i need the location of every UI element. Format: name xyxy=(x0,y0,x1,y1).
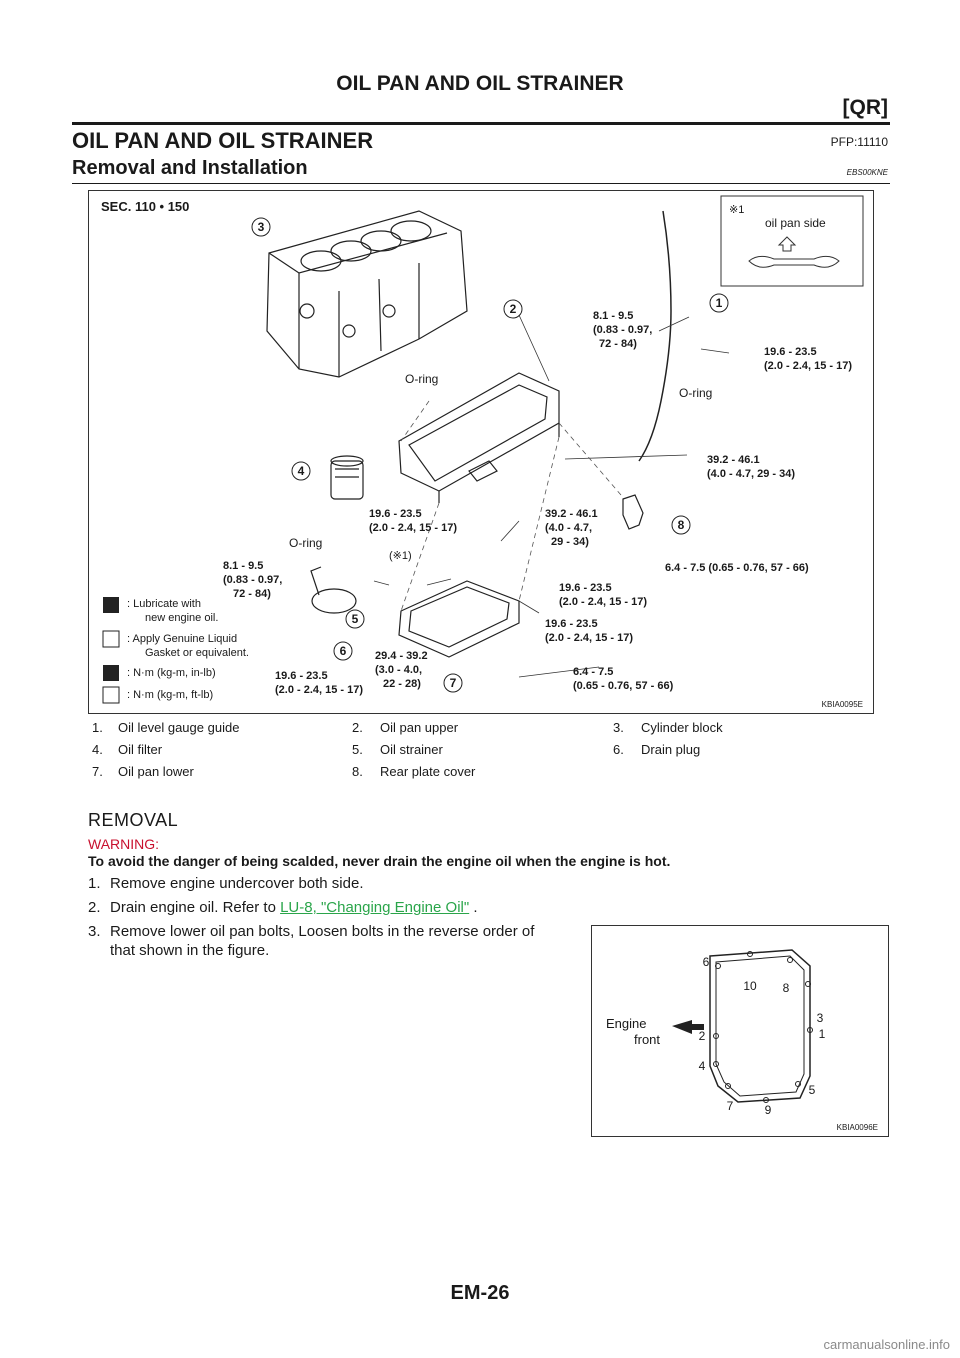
bolt-number-10: 10 xyxy=(743,979,757,993)
parts-row xyxy=(88,764,872,786)
oring-label-3: O-ring xyxy=(289,536,323,550)
watermark: carmanualsonline.info xyxy=(823,1337,950,1352)
step-3 xyxy=(88,923,534,940)
pfp-code: PFP:11110 xyxy=(830,135,888,149)
torque-label-11c: 22 - 28) xyxy=(383,678,421,690)
liquid-gasket-icon xyxy=(103,631,119,647)
torque-label-9b: (2.0 - 2.4, 15 - 17) xyxy=(545,632,634,644)
legend-1b: new engine oil. xyxy=(145,612,219,624)
step-text: Remove lower oil pan bolts, Loosen bolts in the reverse order of xyxy=(110,923,535,940)
torque-label-7c: 72 - 84) xyxy=(233,588,271,600)
part-name: Rear plate cover xyxy=(380,764,476,779)
legend-4: : N·m (kg-m, ft-lb) xyxy=(127,689,214,701)
part-name: Oil filter xyxy=(118,742,163,757)
torque-label-7a: 8.1 - 9.5 xyxy=(223,560,264,572)
part-name: Oil pan lower xyxy=(118,764,194,779)
figure1-code: KBIA0095E xyxy=(821,700,863,709)
part-num: 5. xyxy=(352,742,363,757)
torque-label-8a: 19.6 - 23.5 xyxy=(559,582,612,594)
callout-3: 3 xyxy=(257,220,265,234)
part-name: Oil pan upper xyxy=(380,720,459,735)
part-num: 3. xyxy=(613,720,624,735)
callout-4: 4 xyxy=(297,464,305,478)
seal-bead-shape xyxy=(749,256,839,267)
warning-text: To avoid the danger of being scalded, never drain the engine oil when the engine is hot. xyxy=(88,853,671,869)
torque-label-5b: (4.0 - 4.7, xyxy=(545,522,593,534)
torque-label-1b: (0.83 - 0.97, xyxy=(593,324,653,336)
callout-1: 1 xyxy=(715,296,723,310)
header-divider xyxy=(72,122,890,125)
step-text: Drain engine oil. Refer to xyxy=(110,899,281,916)
warning-label: WARNING: xyxy=(88,836,160,852)
oil-level-gauge-guide xyxy=(639,211,671,461)
torque-label-3a: 39.2 - 46.1 xyxy=(707,454,760,466)
part-num: 6. xyxy=(613,742,624,757)
part-num: 1. xyxy=(92,720,103,735)
bolt-number-1: 1 xyxy=(818,1027,826,1041)
step-number: 3. xyxy=(88,923,101,940)
bolt-order-diagram xyxy=(591,925,889,1137)
oil-pan-upper xyxy=(399,373,559,503)
part-num: 4. xyxy=(92,742,103,757)
step-text: Remove engine undercover both side. xyxy=(110,875,364,892)
part-name: Oil level gauge guide xyxy=(118,720,240,735)
up-arrow-icon xyxy=(779,237,795,251)
step-text-after: . xyxy=(469,899,478,916)
step-3-continued: that shown in the figure. xyxy=(110,942,270,959)
inset-text: oil pan side xyxy=(765,216,826,230)
part-num: 7. xyxy=(92,764,103,779)
torque-label-4b: (2.0 - 2.4, 15 - 17) xyxy=(369,522,458,534)
bolt-number-9: 9 xyxy=(764,1103,772,1117)
torque-label-10a: 19.6 - 23.5 xyxy=(275,670,328,682)
part-name: Oil strainer xyxy=(380,742,443,757)
page-number: EM-26 xyxy=(450,1282,510,1304)
torque-label-6: 6.4 - 7.5 (0.65 - 0.76, 57 - 66) xyxy=(665,562,809,574)
step-number: 2. xyxy=(88,899,101,916)
ref-label: (※1) xyxy=(389,550,412,562)
page-header-engine: [QR] xyxy=(842,96,888,119)
torque-label-12b: (0.65 - 0.76, 57 - 66) xyxy=(573,680,674,692)
parts-row xyxy=(88,742,872,764)
part-num: 8. xyxy=(352,764,363,779)
bolt-number-7: 7 xyxy=(726,1099,734,1113)
torque-label-7b: (0.83 - 0.97, xyxy=(223,574,283,586)
parts-list xyxy=(88,720,872,786)
torque-label-2a: 19.6 - 23.5 xyxy=(764,346,817,358)
oil-pan-outline xyxy=(710,950,810,1102)
step-number: 1. xyxy=(88,875,101,892)
torque-label-4a: 19.6 - 23.5 xyxy=(369,508,422,520)
subsection-title: Removal and Installation xyxy=(72,157,308,179)
oil-strainer xyxy=(311,567,356,613)
torque-label-11a: 29.4 - 39.2 xyxy=(375,650,428,662)
cylinder-block xyxy=(267,211,467,377)
torque-label-5c: 29 - 34) xyxy=(551,536,589,548)
page-header-title: OIL PAN AND OIL STRAINER xyxy=(336,72,624,95)
front-label: front xyxy=(634,1032,661,1047)
torque-in-lb-icon xyxy=(103,665,119,681)
step-2 xyxy=(88,899,478,916)
bolt-number-8: 8 xyxy=(782,981,790,995)
legend-3: : N·m (kg-m, in-lb) xyxy=(127,667,216,679)
oring-label-2: O-ring xyxy=(679,386,713,400)
torque-label-3b: (4.0 - 4.7, 29 - 34) xyxy=(707,468,796,480)
torque-label-1a: 8.1 - 9.5 xyxy=(593,310,634,322)
torque-label-2b: (2.0 - 2.4, 15 - 17) xyxy=(764,360,853,372)
oil-pan-lower xyxy=(399,581,519,657)
subsection-code: EBS00KNE xyxy=(846,168,888,177)
callout-8: 8 xyxy=(677,518,685,532)
figure2-code: KBIA0096E xyxy=(836,1123,878,1132)
legend-2a: : Apply Genuine Liquid xyxy=(127,633,238,645)
rear-plate-cover xyxy=(623,495,643,529)
removal-heading: REMOVAL xyxy=(88,810,179,830)
assembly-guides xyxy=(401,401,621,611)
parts-row xyxy=(88,720,872,742)
torque-label-8b: (2.0 - 2.4, 15 - 17) xyxy=(559,596,648,608)
torque-label-9a: 19.6 - 23.5 xyxy=(545,618,598,630)
bolt-holes xyxy=(714,952,813,1103)
bolt-number-6: 6 xyxy=(702,955,710,969)
oil-filter xyxy=(331,456,363,499)
callout-6: 6 xyxy=(339,644,347,658)
bolt-number-4: 4 xyxy=(698,1059,706,1073)
oil-pan-inner-outline xyxy=(716,956,804,1096)
engine-label: Engine xyxy=(606,1016,647,1031)
exploded-diagram xyxy=(88,190,874,714)
bolt-number-5: 5 xyxy=(808,1083,816,1097)
exploded-diagram-svg xyxy=(89,191,873,713)
bolt-order-svg xyxy=(592,926,888,1136)
inset-mark: ※1 xyxy=(729,204,745,216)
torque-label-11b: (3.0 - 4.0, xyxy=(375,664,423,676)
torque-label-1c: 72 - 84) xyxy=(599,338,637,350)
part-name: Cylinder block xyxy=(641,720,723,735)
torque-label-5a: 39.2 - 46.1 xyxy=(545,508,598,520)
legend-2b: Gasket or equivalent. xyxy=(145,647,249,659)
section-title: OIL PAN AND OIL STRAINER xyxy=(72,128,374,153)
lubricate-icon xyxy=(103,597,119,613)
sec-label: SEC. 110 • 150 xyxy=(101,199,190,214)
callout-5: 5 xyxy=(351,612,359,626)
subsection-divider xyxy=(72,183,890,184)
torque-label-12a: 6.4 - 7.5 xyxy=(573,666,614,678)
torque-label-10b: (2.0 - 2.4, 15 - 17) xyxy=(275,684,364,696)
oring-label-1: O-ring xyxy=(405,372,439,386)
part-num: 2. xyxy=(352,720,363,735)
bolt-number-3: 3 xyxy=(816,1011,824,1025)
callout-2: 2 xyxy=(509,302,517,316)
step-1 xyxy=(88,875,364,892)
bolt-number-2: 2 xyxy=(698,1029,706,1043)
legend-1a: : Lubricate with xyxy=(127,598,201,610)
changing-engine-oil-link[interactable]: LU-8, "Changing Engine Oil" xyxy=(280,899,470,916)
torque-ft-lb-icon xyxy=(103,687,119,703)
callout-7: 7 xyxy=(449,676,457,690)
part-name: Drain plug xyxy=(641,742,701,757)
